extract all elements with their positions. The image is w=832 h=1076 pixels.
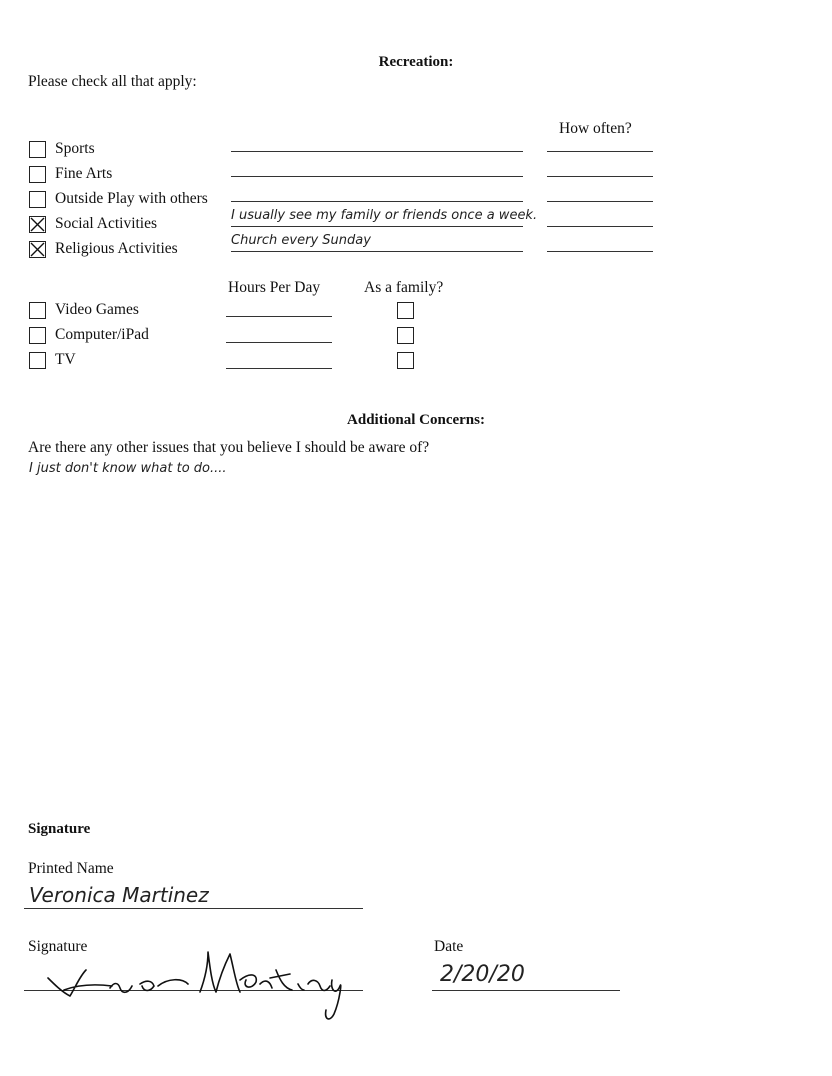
- check-x-mark-icon: [30, 242, 45, 257]
- printed-name-value[interactable]: Veronica Martinez: [29, 883, 209, 907]
- tv-family-checkbox[interactable]: [397, 352, 414, 369]
- social-activities-how-often-line[interactable]: [547, 226, 653, 227]
- sports-how-often-line[interactable]: [547, 151, 653, 152]
- tv-checkbox[interactable]: [29, 352, 46, 369]
- signature-section-title: Signature: [28, 821, 91, 837]
- printed-name-line: [24, 908, 363, 909]
- religious-activities-response[interactable]: Church every Sunday: [231, 233, 371, 248]
- sports-checkbox[interactable]: [29, 141, 46, 158]
- computer-ipad-hours-line[interactable]: [226, 342, 332, 343]
- fine-arts-checkbox[interactable]: [29, 166, 46, 183]
- date-label: Date: [434, 938, 464, 955]
- tv-label: TV: [55, 351, 76, 368]
- social-activities-label: Social Activities: [55, 215, 158, 232]
- social-activities-checkbox[interactable]: [29, 216, 46, 233]
- concerns-answer[interactable]: I just don't know what to do....: [29, 461, 227, 476]
- religious-activities-checkbox[interactable]: [29, 241, 46, 258]
- religious-activities-label: Religious Activities: [55, 240, 178, 257]
- tv-hours-line[interactable]: [226, 368, 332, 369]
- religious-activities-how-often-line[interactable]: [547, 251, 653, 252]
- fine-arts-response-line[interactable]: [231, 176, 523, 177]
- outside-play-checkbox[interactable]: [29, 191, 46, 208]
- handwritten-signature-image: [40, 940, 370, 1020]
- video-games-hours-line[interactable]: [226, 316, 332, 317]
- video-games-checkbox[interactable]: [29, 302, 46, 319]
- as-family-header: As a family?: [364, 279, 444, 296]
- recreation-title: Recreation:: [378, 54, 454, 70]
- outside-play-how-often-line[interactable]: [547, 201, 653, 202]
- outside-play-response-line[interactable]: [231, 201, 523, 202]
- video-games-family-checkbox[interactable]: [397, 302, 414, 319]
- check-x-mark-icon: [30, 217, 45, 232]
- sports-response-line[interactable]: [231, 151, 523, 152]
- video-games-label: Video Games: [55, 301, 139, 318]
- social-activities-response-line: [231, 226, 523, 227]
- concerns-question: Are there any other issues that you believe I should be aware of?: [28, 439, 430, 456]
- signature-label: Signature: [28, 938, 88, 955]
- how-often-header: How often?: [559, 120, 632, 137]
- additional-concerns-title: Additional Concerns:: [347, 412, 485, 428]
- computer-ipad-checkbox[interactable]: [29, 327, 46, 344]
- computer-ipad-label: Computer/iPad: [55, 326, 149, 343]
- computer-ipad-family-checkbox[interactable]: [397, 327, 414, 344]
- printed-name-label: Printed Name: [28, 860, 114, 877]
- instruction-text: Please check all that apply:: [28, 73, 197, 90]
- religious-activities-response-line: [231, 251, 523, 252]
- fine-arts-how-often-line[interactable]: [547, 176, 653, 177]
- date-value[interactable]: 2/20/20: [440, 962, 525, 987]
- outside-play-label: Outside Play with others: [55, 190, 208, 207]
- sports-label: Sports: [55, 140, 95, 157]
- fine-arts-label: Fine Arts: [55, 165, 113, 182]
- date-line: [432, 990, 620, 991]
- social-activities-response[interactable]: I usually see my family or friends once a week.: [231, 208, 538, 223]
- hours-per-day-header: Hours Per Day: [228, 279, 321, 296]
